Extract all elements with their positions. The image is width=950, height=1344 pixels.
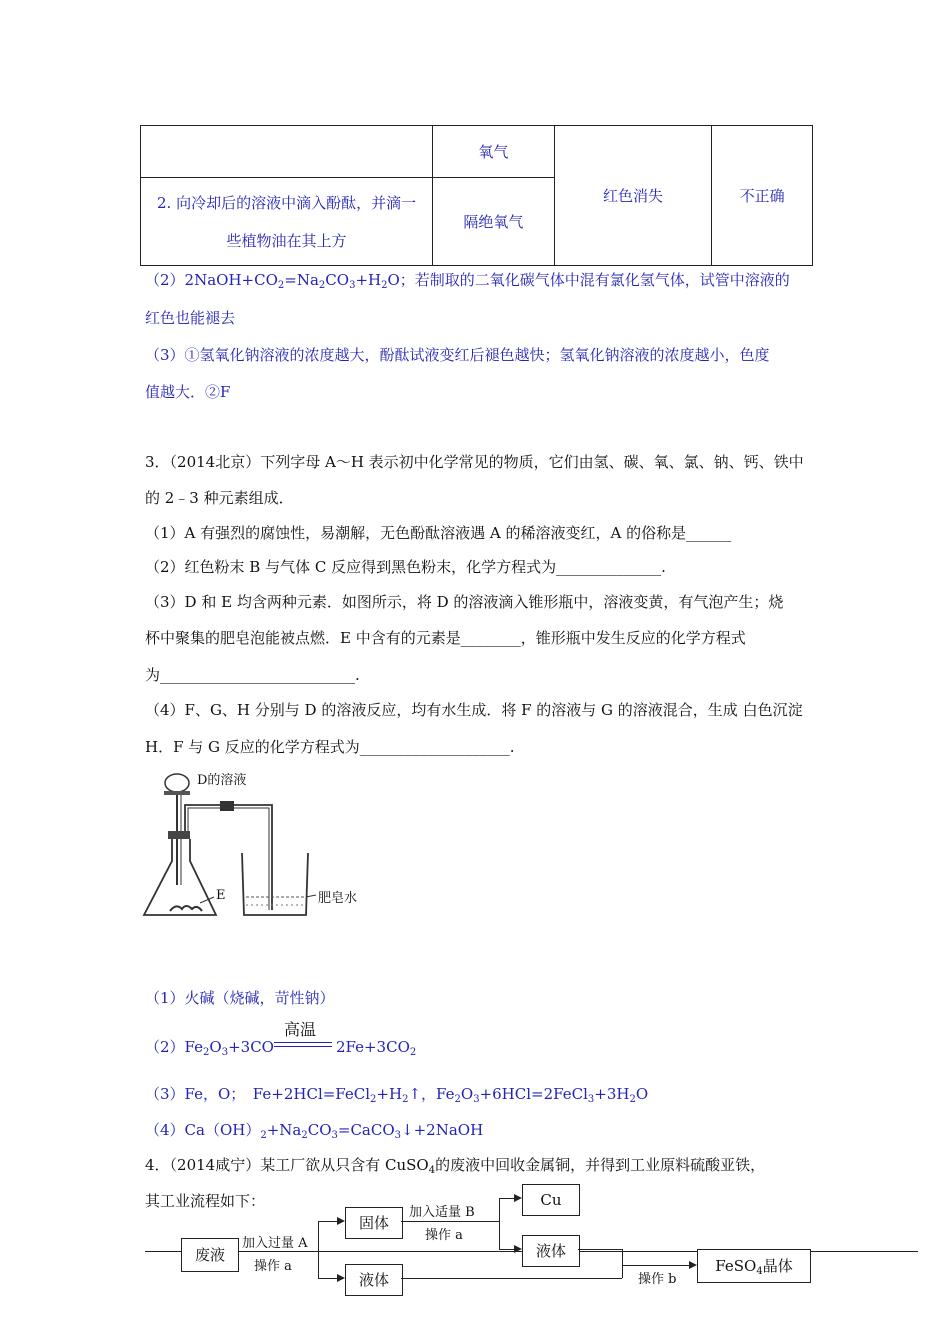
table-step-line2: 些植物油在其上方: [226, 231, 347, 250]
q3-answer-2: $(2)Fe_2O_3+3CO$ 高温 $2Fe+3CO_2$: [145, 1020, 417, 1058]
label-soap-water: 肥皂水: [318, 891, 358, 906]
box-liquid-1: 液体: [345, 1264, 403, 1296]
arrow-to-cu: [514, 1194, 522, 1202]
liquid-2-out: [578, 1249, 622, 1250]
label-e: E: [216, 888, 226, 903]
q3-line5: （3）D 和 E 均含两种元素．如图所示，将 D 的溶液滴入锥形瓶中，溶液变黄，有气泡产生；烧: [145, 593, 784, 611]
table-step-line1: 2. 向冷却后的溶液中滴入酚酞，并滴一: [157, 193, 417, 212]
solid-out-line: [401, 1221, 499, 1222]
branch-a-vertical: [318, 1221, 319, 1278]
tube-clamp: [220, 801, 234, 811]
table-cell-step: [141, 178, 433, 266]
answer-3-line2: 值越大．②F: [145, 383, 231, 401]
box-cu: Cu: [522, 1184, 580, 1216]
answer-2-line1: $(2)2NaOH+CO_2=Na_2CO_3+H_2O$；若制取的二氧化碳气体中混有氯化氢气体，试管中溶液的: [145, 271, 790, 291]
q3-answer-4: $(4)Ca(OH)_2+Na_2CO_3=CaCO_3↓+2NaOH$: [145, 1121, 484, 1141]
branch-a-top: [318, 1221, 337, 1222]
q3-line7: 为__________________________.: [145, 666, 360, 684]
q3-line3: （1）A 有强烈的腐蚀性，易潮解，无色酚酞溶液遇 A 的稀溶液变红，A 的俗称是______: [145, 524, 732, 542]
box-liquid-2: 液体: [522, 1235, 580, 1267]
solid-e: [170, 906, 202, 911]
branch-b-vertical: [499, 1198, 500, 1249]
label-add-a: 加入过量 A: [242, 1236, 308, 1251]
to-feso4-line: [622, 1265, 689, 1266]
q4-line1: 4．（2014咸宁）某工厂欲从只含有 CuSO$_4$的废液中回收金属铜，并得到工业原料硫酸亚铁，: [145, 1156, 766, 1176]
arrow-to-liquid-2: [514, 1245, 522, 1253]
label-op-b: 操作 b: [638, 1272, 677, 1287]
funnel-stopcock: [164, 791, 190, 795]
arrow-to-liquid-1: [337, 1274, 345, 1282]
rubber-stopper: [168, 831, 190, 839]
answer-3-line1: （3）①氢氧化钠溶液的浓度越大，酚酞试液变红后褪色越快；氢氧化钠溶液的浓度越小，色度: [145, 346, 770, 364]
arrow-to-solid: [337, 1217, 345, 1225]
q3-answer-3: （3）Fe，O； $Fe+2HCl=FeCl_2+H_2↑$，$Fe_2O_3+6HCl=2FeCl_3+3H_2O$: [145, 1085, 649, 1105]
answer-2-line2: 红色也能褪去: [145, 309, 236, 327]
branch-b-bottom: [499, 1249, 514, 1250]
delivery-tube-inner: [188, 808, 269, 910]
q3-line4: （2）红色粉末 B 与气体 C 反应得到黑色粉末，化学方程式为______________.: [145, 558, 666, 576]
q3-line1: 3．（2014北京）下列字母 A～H 表示初中化学常见的物质，它们由氢、碳、氧、氯、钠、钙、铁中: [145, 453, 804, 471]
table-cell-isolate: 隔绝氧气: [433, 178, 555, 266]
label-d-solution: D的溶液: [197, 773, 247, 788]
condition-high-temp: 高温: [283, 1020, 316, 1039]
label-op-a-1: 操作 a: [254, 1259, 292, 1274]
liquid-1-out: [401, 1278, 622, 1279]
branch-b-top: [499, 1198, 514, 1199]
table-cell-result: 红色消失: [554, 126, 712, 266]
box-feso4-crystal: FeSO$_4$晶体: [697, 1249, 811, 1283]
q3-line9: H．F 与 G 反应的化学方程式为____________________.: [145, 738, 515, 756]
q3-line8: （4）F、G、H 分别与 D 的溶液反应，均有水生成．将 F 的溶液与 G 的溶液混合，生成 白色沉淀: [145, 701, 803, 719]
q3-answer-1: （1）火碱（烧碱，苛性钠）: [145, 989, 335, 1007]
box-solid: 固体: [345, 1207, 403, 1239]
q3-line6: 杯中聚集的肥皂泡能被点燃．E 中含有的元素是________，锥形瓶中发生反应的化学方程式: [145, 629, 746, 647]
box-waste: 废液: [181, 1238, 239, 1272]
conical-flask: [144, 839, 216, 915]
merge-vertical: [622, 1249, 623, 1278]
arrow-to-feso4: [689, 1261, 697, 1269]
label-op-a-2: 操作 a: [425, 1228, 463, 1243]
beaker: [242, 853, 308, 915]
branch-a-bottom: [318, 1278, 337, 1279]
table-cell-conclusion: 不正确: [712, 126, 813, 266]
label-add-b: 加入适量 B: [409, 1205, 475, 1220]
delivery-tube: [185, 805, 272, 910]
table-cell-oxygen: 氧气: [433, 126, 555, 178]
q4-line2: 其工业流程如下：: [145, 1192, 266, 1210]
separatory-funnel-bulb: [165, 774, 189, 792]
experiment-table: [140, 125, 813, 266]
table-cell-empty: [141, 126, 433, 178]
q3-line2: 的 2﹣3 种元素组成．: [145, 489, 294, 507]
